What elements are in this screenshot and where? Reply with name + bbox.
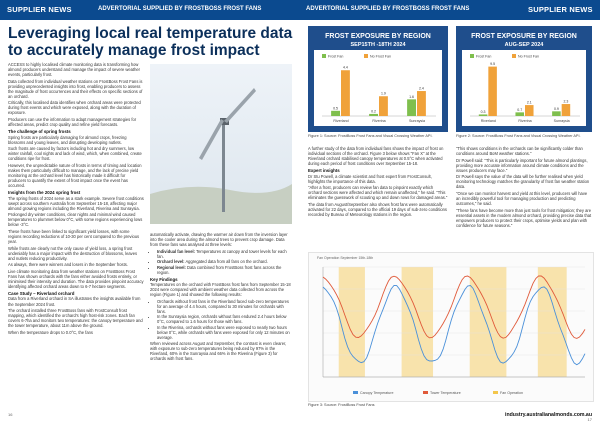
- legend-label: No Frost Fan: [518, 54, 539, 59]
- legend-swatch: [493, 391, 498, 394]
- header-band: [300, 0, 600, 20]
- chart-frost-sep: [308, 26, 448, 132]
- website-url: industry.australianalmonds.com.au: [505, 412, 592, 418]
- subheading: Insights from the 2024 spring frost: [8, 190, 81, 196]
- paragraph: When the temperature drops to 0.0°C, the fans: [8, 329, 93, 335]
- category-label: Riverland: [333, 119, 349, 123]
- advertorial-label: ADVERTORIAL SUPPLIED BY FROSTBOSS FROST FANS: [98, 6, 262, 12]
- paragraph: The orchard installed three FrostBoss fans with FrostConsult frost mapping, which identified the orchard's high frost-risk zones. Each fan covers 6-7ha and monitors two temperatures: the canopy temperature and the tower temperature, about 11m above the ground.: [8, 308, 143, 329]
- list-item: • In the Riverina, orchards without fans were exposed to nearly two hours below 0°C, while orchards with fans were exposed for only 12 minutes on average.: [157, 325, 292, 340]
- paragraph: The data from August/September also shows frost fans were automatically activated for 22 days, compared to the official 19 days of sub-zero conditions recorded by Bureau of Meteorology stations in the region.: [308, 201, 447, 218]
- figure-caption: Figure 1: Source: FrostBoss Frost Fans and Visual Crossing Weather API.: [308, 134, 433, 138]
- category-label: Riverina: [372, 119, 386, 123]
- legend-label: Tower Temperature: [430, 391, 461, 395]
- bar-value-label: 1.9: [381, 91, 386, 96]
- paragraph: Producers can use the information to adapt management strategies for affected areas, predict crop quality and refine yield forecasts.: [8, 116, 137, 128]
- paragraph: automatically activate, drawing the warmer air down from the inversion layer into the cooler area during the almond trees to prevent crop damage. Data from these fans was analysed at three levels:: [150, 232, 288, 248]
- paragraph: ACCESS to highly localised climate monitoring data is transforming how almond producers understand and manage the impact of severe weather events, particularly frost.: [8, 62, 140, 78]
- paragraph: Live climate monitoring data from weather stations on FrostBoss Frost Fans has shown orchards with the fans either avoided frosts entirely, or minimised their intensity and duration. The data provides pinpoint accuracy identifying affected orchard areas down to 6-7 hectare segments.: [8, 268, 144, 289]
- right-column-2: [456, 146, 592, 229]
- paragraph: Critically, this localised data identifies when orchard areas were protected during frost events and which were exposed, along with the duration of exposure.: [8, 100, 141, 116]
- list-item: • In the Sunraysia region, orchards without fans endured 2.4 hours below 0°C, compared to 1.6 hours for those with fans.: [157, 314, 292, 324]
- chart-title: FROST EXPOSURE BY REGION: [471, 33, 577, 40]
- category-label: Sunraysia: [409, 119, 425, 123]
- paragraph: Such frosts are caused by factors including hot and dry summers, low winter rainfall, cool nights and lack of wind, which, when combined, create conditions ripe for frost.: [8, 146, 142, 162]
- paragraph: "These fans have become more than just tools for frost mitigation; they are essential assets in the modern almond orchard, providing precise data that empowers producers to protect their crops, optimise yields and plan with confidence for future seasons.": [456, 207, 592, 228]
- paragraph: Data collected from individual weather stations on FrostBoss Frost Fans is providing unprecedented insights into frost, enabling producers to assess the magnitude of frost occurrences and their effects on specific sections of an orchard.: [8, 78, 143, 99]
- fan-operation-chart: [308, 252, 594, 402]
- bar-value-label: 0.2: [371, 109, 376, 114]
- paragraph: "Once we can monitor harvest and yield at this level, producers will have an incredibly powerful tool for managing production and predicting outcomes," he said.: [456, 190, 588, 206]
- fan-operation-plot: [309, 253, 593, 401]
- bar-value-label: 4.4: [343, 65, 348, 70]
- paragraph: Dr Powell said: "This is particularly important for future almond plantings, providing more accurate information around climate conditions and the issues producers may face.": [456, 157, 588, 173]
- bar-value-label: 0.3: [480, 109, 486, 114]
- bar: [417, 91, 426, 116]
- article-title: Leveraging local real temperature data to accurately manage frost impact: [8, 25, 293, 59]
- paragraph: While frosts are clearly not the only cause of yield loss, a spring frost undeniably has a major impact with the destruction of blossoms, leaves and nutlets reducing productivity.: [8, 245, 138, 261]
- list-item: • Individual fan level: Temperatures at canopy and tower levels for each fan.: [157, 249, 292, 259]
- bar-value-label: 2.4: [419, 86, 424, 91]
- legend-label: Frost Fan: [476, 54, 492, 59]
- section-tag: SUPPLIER NEWS: [528, 5, 593, 14]
- chart-frost-aug-sep: [456, 26, 592, 132]
- page-number: 17: [587, 417, 592, 422]
- legend-label: No Frost Fan: [370, 54, 391, 59]
- advertorial-label: ADVERTORIAL SUPPLIED BY FROSTBOSS FROST FANS: [306, 6, 470, 12]
- bar-value-label: 1.6: [409, 94, 414, 99]
- frost-fan-photo: [150, 64, 292, 224]
- list-item: • Orchards without frost fans in the Riverland faced sub-zero temperatures for an average of 4.4 hours, compared to 30 minutes for orchards with fans.: [157, 299, 292, 314]
- legend-label: Fan Operation: [500, 391, 523, 395]
- right-column-1: [308, 146, 448, 219]
- paragraph: As always, there were winners and losers in the September frosts.: [8, 262, 128, 268]
- legend-label: Frost Fan: [328, 54, 344, 59]
- bar-value-label: 0.9: [553, 106, 559, 111]
- paragraph: Dr Powell says the value of the data will be further realised when yield monitoring technology matches the granularity of frost fan weather station data.: [456, 174, 590, 190]
- legend-swatch: [423, 391, 428, 394]
- chart-title: Fan Operation September 15th-18th: [317, 256, 374, 260]
- paragraph: "This shows conditions in the orchards can be significantly colder than conditions around BoM weather stations.": [456, 146, 583, 157]
- list-item: • Regional level: Data combined from FrostBoss frost fans across the region.: [157, 265, 292, 275]
- bar: [515, 112, 524, 116]
- fan-operation-band: [339, 267, 365, 377]
- paragraph: Temperatures on the orchard with FrostBoss frost fans from September 15-18 2024 were compared with ambient weather data collected from across the region (Figure 1) and showed the following results:: [150, 282, 291, 298]
- left-column-2: [150, 232, 292, 363]
- bar: [562, 104, 571, 116]
- subheading: Case Study – Riverland orchard: [8, 290, 75, 296]
- left-column-1: [8, 62, 144, 336]
- paragraph: Data from a Riverland orchard in SA illustrates the insights available from the September 2024 frost.: [8, 296, 141, 307]
- figure-caption: Figure 3: Source: FrostBoss Frost Fans: [308, 403, 375, 407]
- findings-list: [150, 299, 292, 340]
- category-label: Sunraysia: [553, 119, 570, 123]
- paragraph: However, the unpredictable nature of frosts in terms of timing and location makes them particularly difficult to manage, and the lack of precise yield monitoring at the orchard level has historically made it difficult for producers to quantify the extent of frost impact once the event has occurred.: [8, 162, 142, 189]
- paragraph: "After a frost, producers can review fan data to pinpoint exactly which orchard sections were affected and which remain unaffected," he said. "This eliminates the guesswork of scouting up and down rows for damaged areas.": [308, 185, 448, 201]
- paragraph: Dr Stu Powell, a climate scientist and frost expert from FrostConsult, highlights the importance of this data.: [308, 173, 432, 184]
- bar-value-label: 2.1: [526, 100, 532, 105]
- bar: [331, 111, 340, 116]
- page-number: 16: [8, 412, 13, 417]
- bullet-list: [150, 249, 292, 275]
- bar-value-label: 2.3: [563, 99, 569, 104]
- bar: [379, 96, 388, 116]
- category-label: Riverland: [480, 119, 496, 123]
- bar-value-label: 9.5: [490, 62, 496, 67]
- legend-swatch: [353, 391, 358, 394]
- bar: [525, 105, 534, 116]
- legend-label: Canopy Temperature: [360, 391, 394, 395]
- subheading: Expert insights: [308, 168, 340, 174]
- paragraph: These frosts have been linked to significant yield losses, with some regions recording reductions of 10-30 per cent compared to the previous year.: [8, 228, 140, 244]
- subheading: Key Findings: [150, 276, 178, 282]
- paragraph: Prolonged dry winter conditions, clear nights and minimal wind caused temperatures to plummet below 0°C, with some regions experiencing lows below -3°C.: [8, 212, 143, 228]
- bar-value-label: 0.5: [333, 106, 338, 111]
- list-item: • Orchard level: Aggregated data from all fans on the orchard.: [157, 259, 292, 264]
- bar: [479, 114, 488, 116]
- paragraph: The spring frosts of 2024 serve as a stark example. Severe frost conditions swept across southern Australia from September 15-18, affecting major almond growing regions including the Riverland, Riverina and Sunraysia.: [8, 195, 144, 211]
- chart-title: FROST EXPOSURE BY REGION: [325, 33, 431, 40]
- chart-subtitle: SEP15TH -18TH 2024: [350, 42, 406, 48]
- paragraph: A further study of the data from individual fans shows the impact of frost on individual sections of the orchard. Figure 3 below shows "Fan X" at the Riverland orchard stabilised canopy temperatures at 0.5°C when activated during each period of frost conditions over September 15-18.: [308, 146, 444, 167]
- category-label: Riverina: [518, 119, 532, 123]
- bar: [552, 111, 561, 116]
- legend-swatch: [364, 54, 368, 58]
- figure-caption: Figure 2: Source: FrostBoss Frost Fans and Visual Crossing Weather API.: [456, 134, 581, 138]
- header-band: [0, 0, 300, 20]
- bar-value-label: 0.7: [517, 107, 523, 112]
- paragraph: When reviewed across August and September, the contrast is even clearer, with exposure to sub-zero temperatures being reduced by 97% in the Riverland, 60% in the Sunraysia and 66% in the Riverina (Figure 3) for orchards with frost fans.: [150, 341, 287, 362]
- subheading: The challenge of spring frosts: [8, 129, 71, 135]
- chart-subtitle: AUG-SEP 2024: [504, 42, 544, 48]
- legend-swatch: [322, 54, 326, 58]
- legend-swatch: [512, 54, 516, 58]
- bar: [369, 114, 378, 116]
- right-page: [300, 0, 600, 424]
- bar: [407, 99, 416, 116]
- bar: [341, 70, 350, 116]
- section-tag: SUPPLIER NEWS: [7, 5, 72, 14]
- fan-operation-band: [538, 267, 567, 377]
- paragraph: Spring frosts are particularly damaging for almond crops, freezing blossoms and young leaves, and disrupting developing nutlets.: [8, 134, 127, 145]
- bar: [488, 67, 497, 116]
- legend-swatch: [470, 54, 474, 58]
